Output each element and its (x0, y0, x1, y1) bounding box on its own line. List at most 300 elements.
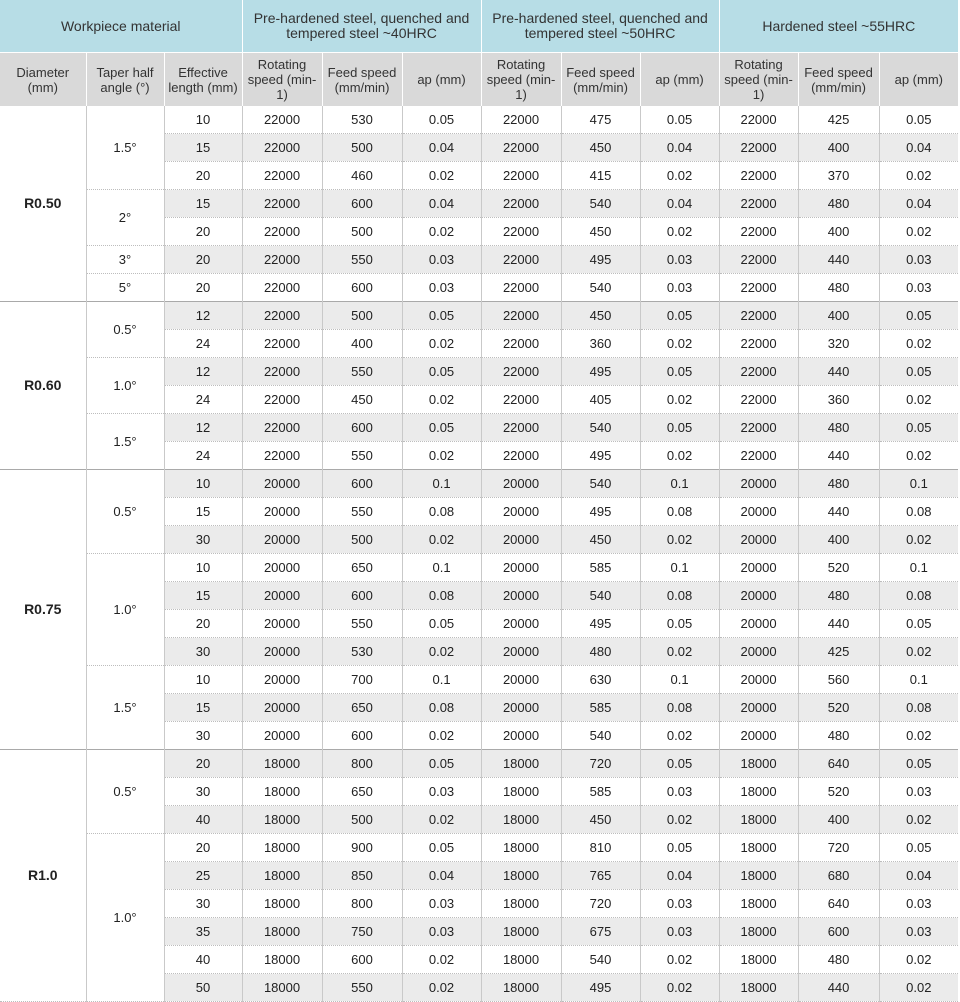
taper-angle-cell: 1.5° (86, 414, 164, 470)
ap-cell: 0.05 (640, 302, 719, 330)
effective-length-cell: 20 (164, 162, 242, 190)
taper-angle-cell: 0.5° (86, 470, 164, 554)
ap-cell: 0.02 (640, 946, 719, 974)
ap-cell: 0.08 (640, 498, 719, 526)
rotating-speed-cell: 18000 (481, 974, 561, 1002)
feed-speed-cell: 450 (561, 218, 640, 246)
rotating-speed-cell: 22000 (719, 302, 798, 330)
rotating-speed-cell: 20000 (481, 582, 561, 610)
feed-speed-cell: 440 (798, 610, 879, 638)
feed-speed-cell: 540 (561, 274, 640, 302)
ap-cell: 0.05 (402, 610, 481, 638)
rotating-speed-cell: 22000 (242, 302, 322, 330)
ap-cell: 0.02 (879, 442, 958, 470)
rotating-speed-cell: 22000 (242, 442, 322, 470)
rotating-speed-cell: 18000 (719, 778, 798, 806)
group-header-40hrc: Pre-hardened steel, quenched and tempered steel ~40HRC (242, 0, 481, 53)
rotating-speed-cell: 18000 (242, 778, 322, 806)
taper-angle-cell: 1.5° (86, 106, 164, 190)
rotating-speed-cell: 20000 (242, 638, 322, 666)
table-row (0, 834, 958, 862)
feed-speed-cell: 400 (322, 330, 402, 358)
rotating-speed-cell: 22000 (481, 358, 561, 386)
rotating-speed-cell: 22000 (481, 274, 561, 302)
feed-speed-header: Feed speed (mm/min) (322, 53, 402, 107)
feed-speed-cell: 480 (798, 470, 879, 498)
ap-cell: 0.1 (402, 470, 481, 498)
rotating-speed-cell: 20000 (242, 666, 322, 694)
ap-cell: 0.05 (879, 750, 958, 778)
feed-speed-cell: 425 (798, 638, 879, 666)
feed-speed-cell: 495 (561, 610, 640, 638)
rotating-speed-cell: 20000 (719, 638, 798, 666)
feed-speed-header: Feed speed (mm/min) (798, 53, 879, 107)
rotating-speed-cell: 18000 (242, 750, 322, 778)
table-row (0, 750, 958, 778)
feed-speed-cell: 405 (561, 386, 640, 414)
ap-cell: 0.02 (640, 806, 719, 834)
ap-cell: 0.03 (640, 246, 719, 274)
ap-cell: 0.05 (402, 302, 481, 330)
table-row (0, 274, 958, 302)
rotating-speed-cell: 18000 (242, 974, 322, 1002)
rotating-speed-cell: 18000 (481, 862, 561, 890)
rotating-speed-cell: 22000 (719, 246, 798, 274)
ap-cell: 0.04 (402, 134, 481, 162)
ap-header: ap (mm) (402, 53, 481, 107)
rotating-speed-cell: 20000 (719, 694, 798, 722)
feed-speed-cell: 450 (561, 806, 640, 834)
feed-speed-cell: 495 (561, 974, 640, 1002)
diameter-header: Diameter (mm) (0, 53, 86, 107)
feed-speed-cell: 640 (798, 890, 879, 918)
rotating-speed-cell: 18000 (481, 778, 561, 806)
rotating-speed-cell: 18000 (719, 890, 798, 918)
effective-length-header: Effective length (mm) (164, 53, 242, 107)
rotating-speed-cell: 18000 (719, 834, 798, 862)
ap-cell: 0.1 (879, 554, 958, 582)
ap-cell: 0.04 (402, 862, 481, 890)
feed-speed-cell: 540 (561, 190, 640, 218)
ap-cell: 0.02 (402, 974, 481, 1002)
rotating-speed-cell: 22000 (719, 218, 798, 246)
rotating-speed-cell: 18000 (719, 750, 798, 778)
feed-speed-cell: 600 (322, 190, 402, 218)
ap-cell: 0.03 (879, 246, 958, 274)
rotating-speed-cell: 22000 (481, 246, 561, 274)
feed-speed-cell: 800 (322, 750, 402, 778)
feed-speed-cell: 400 (798, 218, 879, 246)
feed-speed-cell: 495 (561, 498, 640, 526)
feed-speed-cell: 480 (798, 414, 879, 442)
rotating-speed-cell: 22000 (242, 190, 322, 218)
rotating-speed-cell: 18000 (719, 946, 798, 974)
rotating-speed-cell: 20000 (242, 582, 322, 610)
rotating-speed-cell: 22000 (719, 106, 798, 134)
feed-speed-cell: 320 (798, 330, 879, 358)
ap-cell: 0.02 (640, 330, 719, 358)
rotating-speed-cell: 20000 (481, 722, 561, 750)
workpiece-material-header: Workpiece material (0, 0, 242, 53)
header-row-columns (0, 53, 958, 107)
ap-cell: 0.04 (879, 190, 958, 218)
rotating-speed-cell: 20000 (719, 526, 798, 554)
ap-cell: 0.1 (879, 666, 958, 694)
rotating-speed-cell: 22000 (481, 134, 561, 162)
effective-length-cell: 25 (164, 862, 242, 890)
ap-cell: 0.05 (402, 106, 481, 134)
feed-speed-cell: 450 (561, 302, 640, 330)
table-row (0, 470, 958, 498)
diameter-cell: R1.0 (0, 750, 86, 1002)
feed-speed-cell: 475 (561, 106, 640, 134)
ap-cell: 0.08 (879, 498, 958, 526)
feed-speed-cell: 600 (322, 946, 402, 974)
rotating-speed-cell: 22000 (481, 190, 561, 218)
rotating-speed-cell: 22000 (481, 330, 561, 358)
ap-cell: 0.1 (402, 666, 481, 694)
rotating-speed-cell: 18000 (481, 834, 561, 862)
effective-length-cell: 10 (164, 666, 242, 694)
rotating-speed-cell: 22000 (481, 414, 561, 442)
feed-speed-cell: 450 (561, 134, 640, 162)
rotating-speed-cell: 18000 (481, 806, 561, 834)
feed-speed-cell: 520 (798, 778, 879, 806)
feed-speed-cell: 370 (798, 162, 879, 190)
ap-cell: 0.02 (402, 526, 481, 554)
feed-speed-cell: 550 (322, 610, 402, 638)
rotating-speed-cell: 20000 (719, 582, 798, 610)
ap-cell: 0.02 (640, 638, 719, 666)
ap-cell: 0.1 (640, 554, 719, 582)
ap-cell: 0.02 (640, 162, 719, 190)
ap-cell: 0.02 (879, 806, 958, 834)
effective-length-cell: 12 (164, 302, 242, 330)
ap-cell: 0.02 (879, 330, 958, 358)
rotating-speed-cell: 18000 (481, 946, 561, 974)
ap-cell: 0.08 (402, 498, 481, 526)
effective-length-cell: 15 (164, 134, 242, 162)
feed-speed-cell: 530 (322, 638, 402, 666)
feed-speed-cell: 500 (322, 526, 402, 554)
rotating-speed-cell: 22000 (242, 358, 322, 386)
feed-speed-cell: 585 (561, 694, 640, 722)
ap-cell: 0.03 (402, 246, 481, 274)
rotating-speed-header: Rotating speed (min-1) (719, 53, 798, 107)
feed-speed-cell: 480 (798, 722, 879, 750)
ap-cell: 0.02 (402, 442, 481, 470)
ap-cell: 0.05 (402, 414, 481, 442)
ap-cell: 0.02 (640, 526, 719, 554)
rotating-speed-cell: 20000 (719, 498, 798, 526)
feed-speed-cell: 450 (322, 386, 402, 414)
rotating-speed-cell: 18000 (719, 974, 798, 1002)
rotating-speed-cell: 22000 (242, 330, 322, 358)
taper-angle-cell: 1.5° (86, 666, 164, 750)
effective-length-cell: 15 (164, 190, 242, 218)
effective-length-cell: 15 (164, 582, 242, 610)
ap-cell: 0.02 (640, 386, 719, 414)
rotating-speed-cell: 22000 (719, 386, 798, 414)
ap-cell: 0.02 (402, 806, 481, 834)
feed-speed-cell: 600 (322, 470, 402, 498)
feed-speed-cell: 500 (322, 218, 402, 246)
rotating-speed-cell: 22000 (242, 134, 322, 162)
rotating-speed-cell: 22000 (719, 134, 798, 162)
ap-cell: 0.04 (640, 862, 719, 890)
taper-angle-cell: 0.5° (86, 302, 164, 358)
rotating-speed-cell: 22000 (242, 106, 322, 134)
rotating-speed-cell: 22000 (242, 162, 322, 190)
feed-speed-cell: 550 (322, 246, 402, 274)
table-row (0, 106, 958, 134)
effective-length-cell: 24 (164, 386, 242, 414)
ap-cell: 0.03 (402, 778, 481, 806)
effective-length-cell: 20 (164, 834, 242, 862)
effective-length-cell: 40 (164, 806, 242, 834)
feed-speed-cell: 650 (322, 778, 402, 806)
feed-speed-cell: 480 (561, 638, 640, 666)
ap-cell: 0.05 (879, 302, 958, 330)
taper-angle-cell: 2° (86, 190, 164, 246)
feed-speed-cell: 585 (561, 778, 640, 806)
feed-speed-cell: 640 (798, 750, 879, 778)
rotating-speed-cell: 20000 (242, 526, 322, 554)
feed-speed-cell: 750 (322, 918, 402, 946)
ap-cell: 0.03 (879, 890, 958, 918)
feed-speed-cell: 500 (322, 302, 402, 330)
feed-speed-cell: 360 (798, 386, 879, 414)
rotating-speed-cell: 20000 (719, 610, 798, 638)
effective-length-cell: 10 (164, 554, 242, 582)
feed-speed-header: Feed speed (mm/min) (561, 53, 640, 107)
feed-speed-cell: 675 (561, 918, 640, 946)
rotating-speed-cell: 18000 (719, 918, 798, 946)
ap-cell: 0.02 (879, 386, 958, 414)
feed-speed-cell: 495 (561, 358, 640, 386)
ap-cell: 0.02 (402, 722, 481, 750)
feed-speed-cell: 540 (561, 470, 640, 498)
rotating-speed-cell: 22000 (242, 218, 322, 246)
ap-cell: 0.05 (879, 834, 958, 862)
ap-cell: 0.04 (879, 862, 958, 890)
ap-cell: 0.05 (640, 358, 719, 386)
feed-speed-cell: 440 (798, 974, 879, 1002)
rotating-speed-cell: 20000 (481, 694, 561, 722)
feed-speed-cell: 440 (798, 358, 879, 386)
taper-angle-cell: 5° (86, 274, 164, 302)
ap-cell: 0.05 (640, 750, 719, 778)
taper-angle-cell: 1.0° (86, 358, 164, 414)
effective-length-cell: 10 (164, 470, 242, 498)
rotating-speed-cell: 22000 (481, 386, 561, 414)
effective-length-cell: 20 (164, 218, 242, 246)
ap-cell: 0.05 (879, 610, 958, 638)
ap-cell: 0.02 (879, 526, 958, 554)
ap-cell: 0.02 (402, 218, 481, 246)
rotating-speed-cell: 20000 (719, 554, 798, 582)
ap-cell: 0.02 (879, 722, 958, 750)
ap-cell: 0.02 (402, 162, 481, 190)
rotating-speed-cell: 20000 (481, 526, 561, 554)
ap-cell: 0.03 (879, 274, 958, 302)
ap-cell: 0.08 (640, 582, 719, 610)
feed-speed-cell: 765 (561, 862, 640, 890)
taper-angle-cell: 0.5° (86, 750, 164, 834)
feed-speed-cell: 700 (322, 666, 402, 694)
rotating-speed-cell: 20000 (481, 666, 561, 694)
ap-cell: 0.05 (402, 750, 481, 778)
rotating-speed-cell: 22000 (481, 218, 561, 246)
ap-cell: 0.02 (402, 330, 481, 358)
feed-speed-cell: 600 (322, 274, 402, 302)
ap-cell: 0.1 (640, 666, 719, 694)
feed-speed-cell: 440 (798, 442, 879, 470)
rotating-speed-cell: 18000 (719, 862, 798, 890)
ap-cell: 0.05 (879, 414, 958, 442)
diameter-cell: R0.50 (0, 106, 86, 302)
rotating-speed-cell: 18000 (242, 946, 322, 974)
ap-cell: 0.02 (640, 722, 719, 750)
rotating-speed-cell: 20000 (481, 638, 561, 666)
effective-length-cell: 15 (164, 498, 242, 526)
feed-speed-cell: 550 (322, 442, 402, 470)
rotating-speed-cell: 22000 (719, 414, 798, 442)
table-row (0, 554, 958, 582)
rotating-speed-cell: 20000 (242, 498, 322, 526)
feed-speed-cell: 720 (561, 750, 640, 778)
effective-length-cell: 35 (164, 918, 242, 946)
feed-speed-cell: 400 (798, 806, 879, 834)
diameter-cell: R0.60 (0, 302, 86, 470)
ap-cell: 0.04 (879, 134, 958, 162)
ap-cell: 0.05 (879, 106, 958, 134)
ap-cell: 0.02 (402, 638, 481, 666)
effective-length-cell: 15 (164, 694, 242, 722)
ap-cell: 0.03 (402, 274, 481, 302)
ap-cell: 0.02 (879, 638, 958, 666)
ap-header: ap (mm) (879, 53, 958, 107)
taper-angle-header: Taper half angle (°) (86, 53, 164, 107)
feed-speed-cell: 540 (561, 414, 640, 442)
ap-cell: 0.02 (402, 946, 481, 974)
feed-speed-cell: 680 (798, 862, 879, 890)
feed-speed-cell: 550 (322, 358, 402, 386)
rotating-speed-cell: 22000 (242, 246, 322, 274)
feed-speed-cell: 540 (561, 946, 640, 974)
taper-angle-cell: 1.0° (86, 834, 164, 1002)
taper-angle-cell: 1.0° (86, 554, 164, 666)
ap-cell: 0.05 (640, 610, 719, 638)
effective-length-cell: 12 (164, 358, 242, 386)
feed-speed-cell: 850 (322, 862, 402, 890)
feed-speed-cell: 495 (561, 246, 640, 274)
ap-cell: 0.03 (640, 274, 719, 302)
feed-speed-cell: 800 (322, 890, 402, 918)
ap-cell: 0.05 (640, 106, 719, 134)
rotating-speed-header: Rotating speed (min-1) (242, 53, 322, 107)
rotating-speed-cell: 22000 (481, 442, 561, 470)
diameter-cell: R0.75 (0, 470, 86, 750)
feed-speed-cell: 425 (798, 106, 879, 134)
effective-length-cell: 20 (164, 750, 242, 778)
feed-speed-cell: 600 (322, 414, 402, 442)
ap-cell: 0.04 (402, 190, 481, 218)
feed-speed-cell: 600 (322, 582, 402, 610)
rotating-speed-cell: 22000 (481, 302, 561, 330)
rotating-speed-cell: 22000 (481, 162, 561, 190)
ap-cell: 0.03 (879, 778, 958, 806)
feed-speed-cell: 450 (561, 526, 640, 554)
rotating-speed-cell: 22000 (719, 190, 798, 218)
rotating-speed-cell: 22000 (481, 106, 561, 134)
feed-speed-cell: 650 (322, 694, 402, 722)
ap-cell: 0.08 (402, 582, 481, 610)
taper-angle-cell: 3° (86, 246, 164, 274)
effective-length-cell: 20 (164, 610, 242, 638)
ap-cell: 0.02 (402, 386, 481, 414)
table-row (0, 666, 958, 694)
feed-speed-cell: 500 (322, 134, 402, 162)
ap-cell: 0.02 (879, 218, 958, 246)
ap-cell: 0.05 (402, 834, 481, 862)
ap-cell: 0.03 (640, 918, 719, 946)
rotating-speed-cell: 20000 (242, 554, 322, 582)
feed-speed-cell: 460 (322, 162, 402, 190)
feed-speed-cell: 440 (798, 246, 879, 274)
feed-speed-cell: 585 (561, 554, 640, 582)
ap-cell: 0.02 (640, 442, 719, 470)
rotating-speed-cell: 18000 (481, 890, 561, 918)
feed-speed-cell: 630 (561, 666, 640, 694)
rotating-speed-cell: 20000 (719, 666, 798, 694)
rotating-speed-cell: 22000 (719, 330, 798, 358)
ap-header: ap (mm) (640, 53, 719, 107)
feed-speed-cell: 600 (798, 918, 879, 946)
rotating-speed-cell: 22000 (719, 162, 798, 190)
feed-speed-cell: 440 (798, 498, 879, 526)
effective-length-cell: 12 (164, 414, 242, 442)
feed-speed-cell: 540 (561, 582, 640, 610)
rotating-speed-header: Rotating speed (min-1) (481, 53, 561, 107)
rotating-speed-cell: 20000 (481, 470, 561, 498)
rotating-speed-cell: 18000 (242, 834, 322, 862)
effective-length-cell: 10 (164, 106, 242, 134)
ap-cell: 0.02 (879, 162, 958, 190)
rotating-speed-cell: 20000 (242, 694, 322, 722)
feed-speed-cell: 400 (798, 134, 879, 162)
ap-cell: 0.1 (879, 470, 958, 498)
effective-length-cell: 30 (164, 890, 242, 918)
effective-length-cell: 30 (164, 638, 242, 666)
effective-length-cell: 20 (164, 246, 242, 274)
feed-speed-cell: 400 (798, 526, 879, 554)
rotating-speed-cell: 18000 (242, 806, 322, 834)
ap-cell: 0.08 (402, 694, 481, 722)
rotating-speed-cell: 18000 (242, 890, 322, 918)
feed-speed-cell: 480 (798, 582, 879, 610)
ap-cell: 0.08 (640, 694, 719, 722)
feed-speed-cell: 415 (561, 162, 640, 190)
feed-speed-cell: 530 (322, 106, 402, 134)
table-row (0, 246, 958, 274)
ap-cell: 0.04 (640, 134, 719, 162)
feed-speed-cell: 480 (798, 946, 879, 974)
effective-length-cell: 24 (164, 442, 242, 470)
rotating-speed-cell: 22000 (719, 442, 798, 470)
feed-speed-cell: 360 (561, 330, 640, 358)
ap-cell: 0.03 (640, 890, 719, 918)
